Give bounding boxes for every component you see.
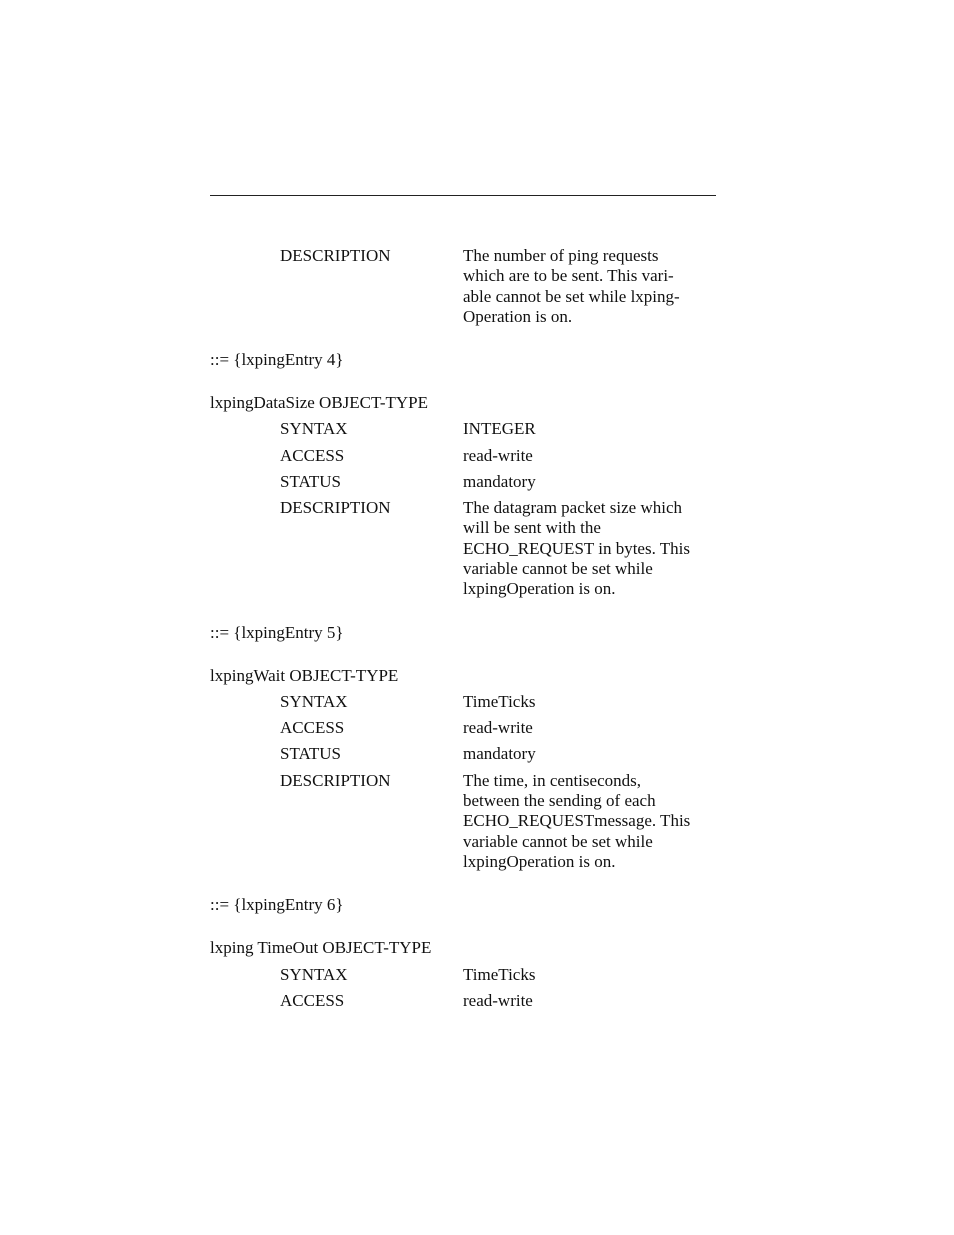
oid-assignment: ::= {lxpingEntry 6} xyxy=(210,895,344,915)
description-row xyxy=(210,498,716,599)
syntax-row xyxy=(210,692,716,712)
header-rule xyxy=(210,195,716,196)
status-row xyxy=(210,744,716,764)
field-key: STATUS xyxy=(280,471,341,491)
access-row xyxy=(210,991,716,1011)
object-type-heading: lxpingDataSize OBJECT-TYPE xyxy=(210,393,428,413)
description-line: variable cannot be set while xyxy=(463,831,653,851)
field-value: TimeTicks xyxy=(463,691,536,711)
field-value: mandatory xyxy=(463,744,536,764)
field-key: DESCRIPTION xyxy=(280,498,391,518)
description-line: lxpingOperation is on. xyxy=(463,579,616,599)
field-key: ACCESS xyxy=(280,991,345,1011)
description-text xyxy=(463,498,716,599)
field-value: read-write xyxy=(463,718,533,738)
field-value: read-write xyxy=(463,445,533,465)
field-value: TimeTicks xyxy=(463,964,536,984)
field-key: DESCRIPTION xyxy=(280,246,391,265)
description-row xyxy=(210,771,716,872)
description-line: will be sent with the xyxy=(463,518,601,538)
description-line: The number of ping requests xyxy=(463,246,659,265)
description-line: ECHO_REQUESTmessage. This xyxy=(463,811,691,831)
field-key: ACCESS xyxy=(280,445,345,465)
syntax-row xyxy=(210,419,716,439)
description-line: variable cannot be set while xyxy=(463,559,653,579)
field-key: SYNTAX xyxy=(280,691,348,711)
field-value: mandatory xyxy=(463,471,536,491)
field-value: INTEGER xyxy=(463,419,536,439)
field-key: SYNTAX xyxy=(280,419,348,439)
description-line: between the sending of each xyxy=(463,790,656,810)
oid-assignment: ::= {lxpingEntry 4} xyxy=(210,350,344,370)
object-type-heading: lxping TimeOut OBJECT-TYPE xyxy=(210,938,432,958)
field-key: ACCESS xyxy=(280,718,345,738)
description-line: lxpingOperation is on. xyxy=(463,851,616,871)
access-row xyxy=(210,718,716,738)
description-line: able cannot be set while lxping- xyxy=(463,286,680,306)
object-type-heading: lxpingWait OBJECT-TYPE xyxy=(210,665,399,685)
field-value: read-write xyxy=(463,991,533,1011)
field-key: STATUS xyxy=(280,744,341,764)
description-line: The datagram packet size which xyxy=(463,498,683,518)
description-line: which are to be sent. This vari- xyxy=(463,266,674,286)
field-key: SYNTAX xyxy=(280,964,348,984)
syntax-row xyxy=(210,965,716,985)
mib-definition-content xyxy=(210,246,716,1011)
access-row xyxy=(210,446,716,466)
description-text xyxy=(463,771,716,872)
status-row xyxy=(210,472,716,492)
field-key: DESCRIPTION xyxy=(280,770,391,790)
description-text xyxy=(463,246,716,327)
description-line: ECHO_REQUEST in bytes. This xyxy=(463,538,690,558)
oid-assignment: ::= {lxpingEntry 5} xyxy=(210,622,344,642)
description-row xyxy=(210,246,716,327)
description-line: The time, in centiseconds, xyxy=(463,770,641,790)
description-line: Operation is on. xyxy=(463,306,573,326)
